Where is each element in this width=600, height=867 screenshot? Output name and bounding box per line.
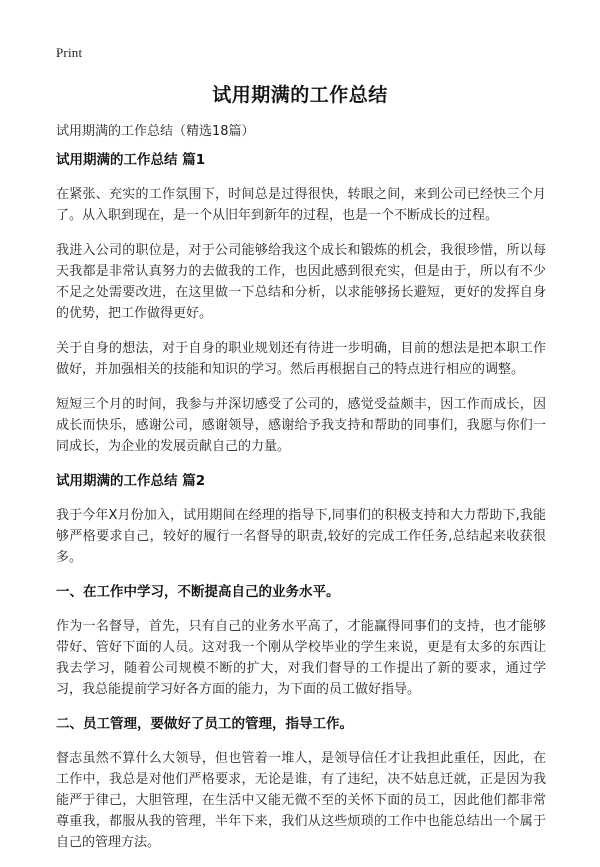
page-title: 试用期满的工作总结 [212, 84, 388, 106]
paragraph: 在紧张、充实的工作氛围下，时间总是过得很快，转眼之间，来到公司已经快三个月了。从入职到现在，是一个从旧年到新年的过程，也是一个不断成长的过程。 [56, 187, 546, 223]
document-subtitle: 试用期满的工作总结（精选18篇） [56, 124, 255, 139]
section-heading: 一、在工作中学习，不断提高自己的业务水平。 [56, 584, 340, 600]
section-1 [56, 150, 546, 457]
section-4 [56, 714, 546, 853]
paragraph: 短短三个月的时间，我参与并深切感受了公司的，感觉受益颇丰，因工作而成长，因成长而快乐，感谢公司，感谢领导，感谢给予我支持和帮助的同事们，我愿与你们一同成长，为企业的发展贡献自己的力量。 [56, 397, 546, 454]
section-heading: 试用期满的工作总结 篇1 [56, 152, 206, 168]
paragraph: 关于自身的想法，对于自身的职业规划还有待进一步明确，目前的想法是把本职工作做好，并加强相关的技能和知识的学习。然后再根据自己的特点进行相应的调整。 [56, 341, 546, 377]
section-heading: 二、员工管理，要做好了员工的管理，指导工作。 [56, 716, 353, 732]
section-3 [56, 582, 546, 700]
paragraph: 作为一名督导，首先，只有自己的业务水平高了，才能赢得同事们的支持，也才能够带好、管好下面的人员。这对我一个刚从学校毕业的学生来说，更是有太多的东西让我去学习，随着公司规模不断的扩大，对我们督导的工作提出了新的要求，通过学习，我总能提前学习好各方面的能力，为下面的员工做好指导。 [56, 619, 546, 697]
print-label[interactable]: Print [56, 45, 83, 60]
section-2 [56, 471, 546, 568]
paragraph: 督志虽然不算什么大领导，但也管着一堆人，是领导信任才让我担此重任，因此，在工作中，我总是对他们严格要求，无论是谁，有了违纪，决不姑息迁就，正是因为我能严于律己，大胆管理，在生活中又能无微不至的关怀下面的员工，因此他们都非常尊重我，都服从我的管理，半年下来，我们从这些烦琐的工作中也能总结出一个属于自己的管理方法。 [56, 751, 546, 850]
section-heading: 试用期满的工作总结 篇2 [56, 473, 206, 489]
paragraph: 我进入公司的职位是，对于公司能够给我这个成长和锻炼的机会，我很珍惜，所以每天我都是非常认真努力的去做我的工作，也因此感到很充实，但是由于，所以有不少不足之处需要改进，在这里做一下总结和分析，以求能够扬长避短，更好的发挥自身的优势，把工作做得更好。 [56, 243, 546, 321]
paragraph: 我于今年X月份加入，试用期间在经理的指导下,同事们的积极支持和大力帮助下,我能够严格要求自己，较好的履行一名督导的职责,较好的完成工作任务,总结起来收获很多。 [56, 508, 546, 565]
document-body [56, 150, 546, 867]
